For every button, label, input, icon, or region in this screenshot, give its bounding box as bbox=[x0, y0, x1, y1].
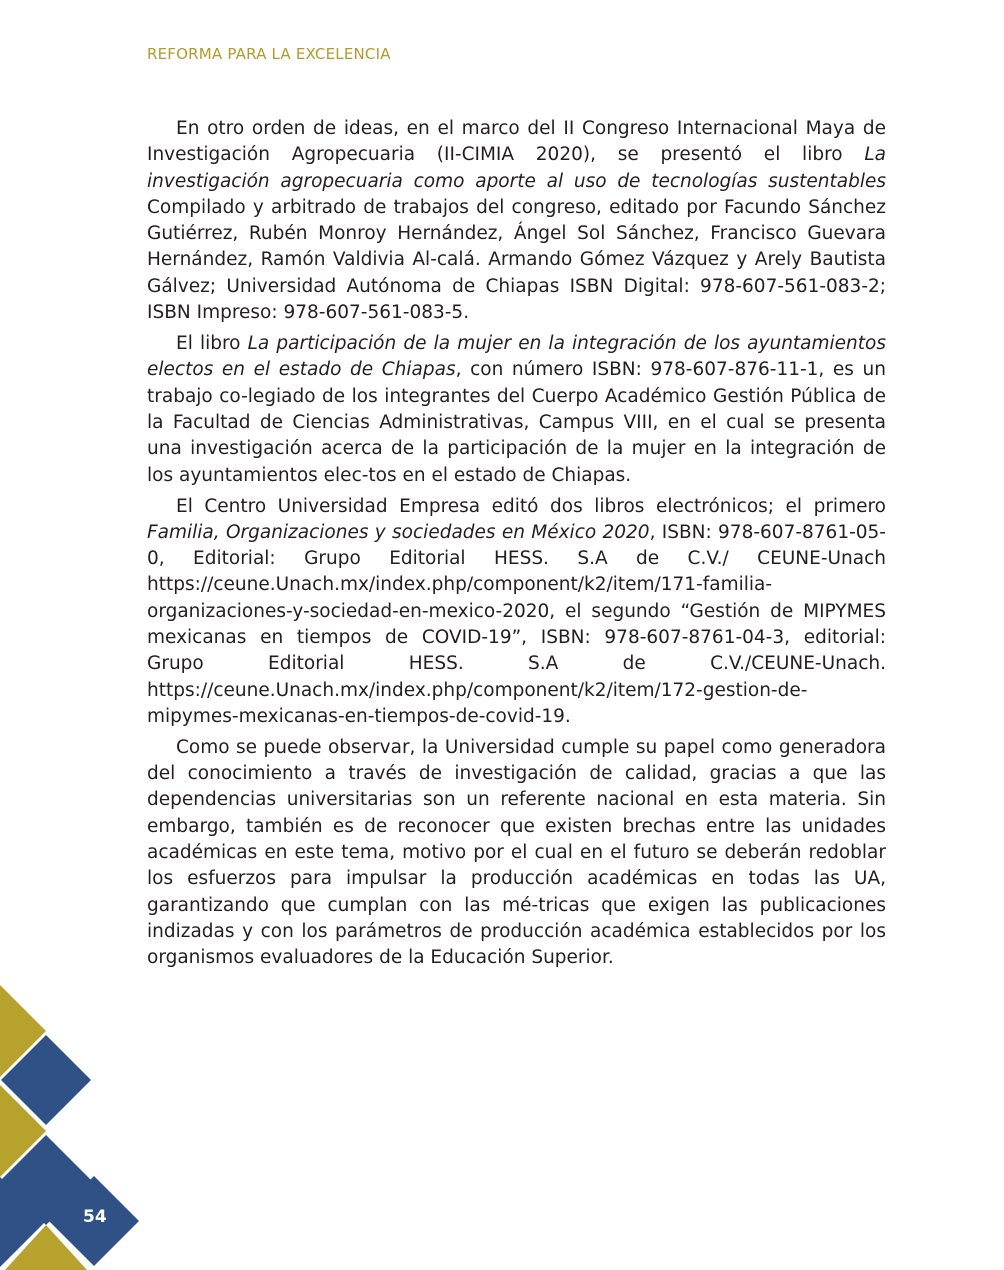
book-title-1: La investigación agropecuaria como aporte al uso de tecnologías sustentables bbox=[147, 144, 886, 192]
paragraph-4 bbox=[147, 735, 886, 972]
paragraph-1-text-cont: Compilado y arbitrado de trabajos del congreso, editado por Facundo Sánchez Gutiérrez, Rubén Monroy Hernández, Ángel Sol Sánchez, Francisco Guevara Hernández, Ramón Valdivia Al-calá. Armando Gómez Vázquez y Arely Bautista Gálvez; Universidad Autónoma de Chiapas ISBN Digital: 978-607-561-083-2; ISBN Impreso: 978-607-561-083-5. bbox=[147, 196, 886, 324]
body-text bbox=[147, 116, 886, 972]
paragraph-2 bbox=[147, 331, 886, 489]
paragraph-2-text-cont: , con número ISBN: 978-607-876-11-1, es un trabajo co-legiado de los integrantes del Cuerpo Académico Gestión Pública de la Facultad de Ciencias Administrativas, Campus VIII, en el cual se presenta una investigación acerca de la participación de la mujer en la integración de los ayuntamientos elec-tos en el estado de Chiapas. bbox=[147, 359, 886, 486]
paragraph-2-text: El libro bbox=[176, 333, 248, 355]
paragraph-4-text: Como se puede observar, la Universidad cumple su papel como generadora del conocimiento a través de investigación de calidad, gracias a que las dependencias universitarias son un referente nacional en esta materia. Sin embargo, también es de reconocer que existen brechas entre las unidades académicas en este tema, motivo por el cual en el futuro se deberán redoblar los esfuerzos para impulsar la producción académicas en todas las UA, garantizando que cumplan con las mé-tricas que exigen las publicaciones indizadas y con los parámetros de producción académica establecidos por los organismos evaluadores de la Educación Superior. bbox=[147, 736, 886, 969]
paragraph-1-text: En otro orden de ideas, en el marco del II Congreso Internacional Maya de Investigación Agropecuaria (II-CIMIA 2020), se presentó el libro bbox=[147, 118, 886, 166]
diamond-pattern-decoration bbox=[0, 980, 150, 1270]
book-title-2: La participación de la mujer en la integración de los ayuntamientos electos en el estado de Chiapas bbox=[147, 333, 886, 381]
paragraph-3 bbox=[147, 494, 886, 731]
paragraph-3-text: El Centro Universidad Empresa editó dos libros electrónicos; el primero bbox=[176, 495, 886, 517]
running-header: REFORMA PARA LA EXCELENCIA bbox=[147, 45, 391, 63]
book-title-3: Familia, Organizaciones y sociedades en México 2020 bbox=[147, 521, 650, 543]
page-number: 54 bbox=[83, 1207, 107, 1227]
paragraph-1 bbox=[147, 116, 886, 326]
paragraph-3-text-cont: , ISBN: 978-607-8761-05-0, Editorial: Grupo Editorial HESS. S.A de C.V./ CEUNE-Unach https://ceune.Unach.mx/index.php/component/k2/item/171-familia-organizaciones-y-sociedad-en-mexico-2020, el segundo “Gestión de MIPYMES mexicanas en tiempos de COVID-19”, ISBN: 978-607-8761-04-3, editorial: Grupo Editorial HESS. S.A de C.V./CEUNE-Unach. https://ceune.Unach.mx/index.php/component/k2/item/172-gestion-de-mipymes-mexicanas-en-tiempos-de-covid-19. bbox=[147, 521, 886, 727]
